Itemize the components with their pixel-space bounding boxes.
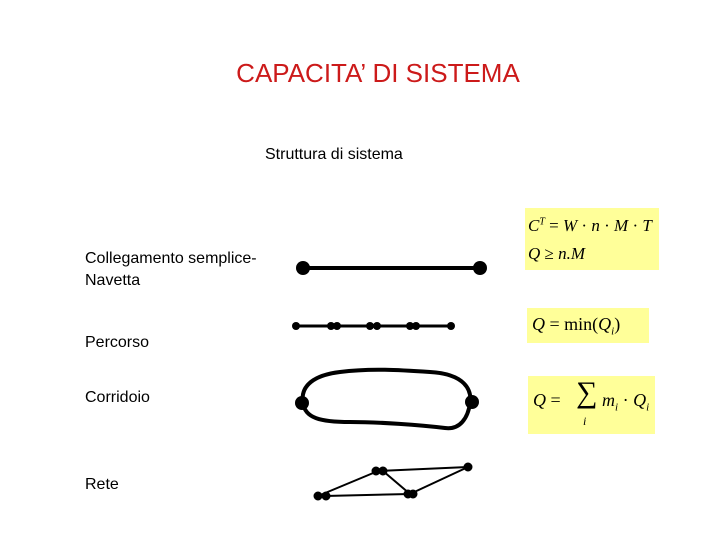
percorso-node [373,322,381,330]
percorso-node [447,322,455,330]
formula-sum-terms: $m_i \cdot Q_i$ [602,390,650,414]
percorso-node [366,322,374,330]
rete-edge [410,467,468,494]
rete-node [380,468,387,475]
label-corridoio: Corridoio [85,389,150,406]
formula-sum: Q = [533,390,561,410]
label-percorso: Percorso [85,334,150,351]
rete-node [323,493,330,500]
label-collegamento-line1: Collegamento semplice- [85,250,257,267]
sum-index: i [583,414,587,428]
rete-node [315,493,322,500]
formula-min: $Q = \min(Q_i)$ [532,314,621,338]
percorso-path [292,322,455,330]
rete-edge [325,494,410,496]
percorso-node [292,322,300,330]
rete-node [410,491,417,498]
navetta-node-start [296,261,310,275]
label-rete: Rete [85,476,119,493]
percorso-node [333,322,341,330]
rete-node [373,468,380,475]
navetta-link [296,261,487,275]
corridoio-loop [295,370,479,429]
corridoio-edge [303,370,471,429]
corridoio-node-left [295,396,309,410]
sum-icon: ∑ [576,376,598,409]
label-collegamento-line2: Navetta [85,272,141,289]
rete-node [465,464,472,471]
percorso-node [412,322,420,330]
formula-capacity: $C^T = W \cdot n \cdot M \cdot T$ [528,216,652,235]
rete-network [315,464,472,500]
navetta-node-end [473,261,487,275]
corridoio-node-right [465,395,479,409]
section-subtitle: Struttura di sistema [265,146,403,163]
page-title: CAPACITA’ DI SISTEMA [236,58,520,88]
formula-min-flow: Q ≥ n.M [528,244,586,263]
rete-edge [378,467,468,471]
